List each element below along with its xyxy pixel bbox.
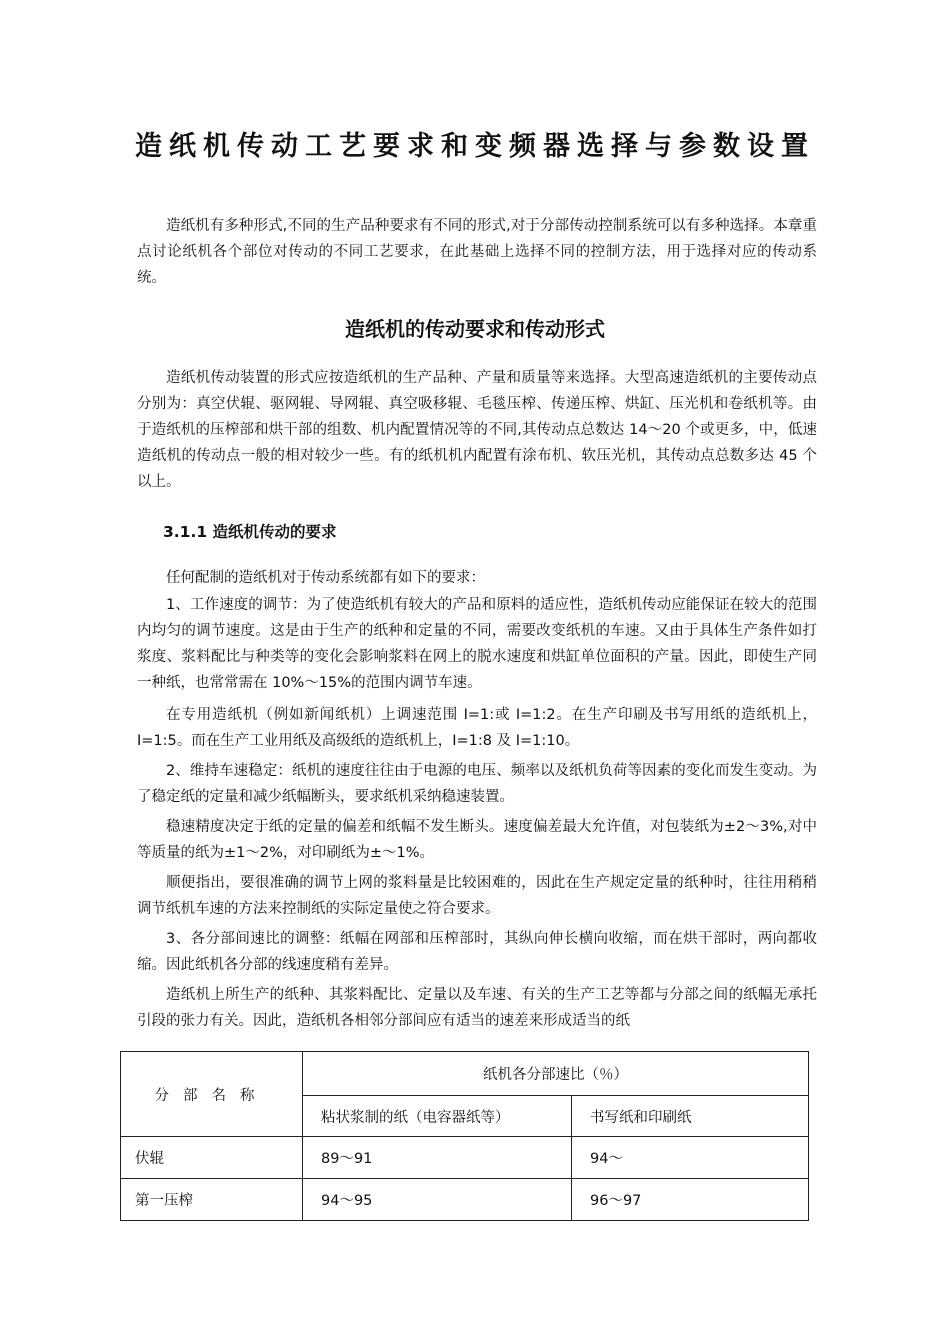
requirements-intro: 任何配制的造纸机对于传动系统都有如下的要求： [166,570,485,586]
requirement-speed-ratio: 3、各分部间速比的调整：纸幅在网部和压榨部时，其纵向伸长横向收缩，而在烘干部时，两向都收缩。因此纸机各分部的线速度稍有差异。 [137,931,817,973]
row-name-cell: 伏辊 [121,1137,303,1179]
section-title: 造纸机的传动要求和传动形式 [345,317,605,341]
row-value-cell: 96～97 [572,1179,809,1221]
table-row [121,1179,809,1221]
stability-precision-paragraph: 稳速精度决定于纸的定量的偏差和纸幅不发生断头。速度偏差最大允许值，对包装纸为±2～3%,对中等质量的纸为±1～2%，对印刷纸为±～1%。 [137,819,817,861]
speed-ratio-group-header: 纸机各分部速比（％） [303,1052,809,1096]
requirement-speed-stability: 2、维持车速稳定：纸机的速度往往由于电源的电压、频率以及纸机负荷等因素的变化而发生变动。为了稳定纸的定量和减少纸幅断头，要求纸机采纳稳速装置。 [137,763,817,805]
row-value-cell: 94～ [572,1137,809,1179]
row-value-cell: 89～91 [303,1137,572,1179]
basis-weight-paragraph: 顺便指出，要很准确的调节上网的浆料量是比较困难的，因此在生产规定定量的纸种时，往往用稍稍调节纸机车速的方法来控制纸的实际定量使之符合要求。 [137,875,817,917]
sub-header-paste-pulp: 粘状浆制的纸（电容器纸等） [303,1096,572,1137]
subsection-title: 3.1.1 造纸机传动的要求 [163,523,337,541]
intro-paragraph: 造纸机有多种形式,不同的生产品种要求有不同的形式,对于分部传动控制系统可以有多种选择。本章重点讨论纸机各个部位对传动的不同工艺要求，在此基础上选择不同的控制方法，用于选择对应的传动系统。 [137,218,817,286]
requirement-speed-adjust: 1、工作速度的调节：为了使造纸机有较大的产品和原料的适应性，造纸机传动应能保证在较大的范围内均匀的调节速度。这是由于生产的纸种和定量的不同，需要改变纸机的车速。又由于具体生产条件如打浆度、浆料配比与种类等的变化会影响浆料在网上的脱水速度和烘缸单位面积的产量。因此，即使生产同一种纸，也常常需在 10%～15%的范围内调节车速。 [137,597,817,691]
row-name-cell: 第一压榨 [121,1179,303,1221]
table-row [121,1137,809,1179]
speed-range-paragraph: 在专用造纸机（例如新闻纸机）上调速范围 I=1:或 I=1:2。在生产印刷及书写用纸的造纸机上，I=1:5。而在生产工业用纸及高级纸的造纸机上，I=1:8 及 I=1:10。 [137,707,817,749]
speed-ratio-table [120,1051,809,1221]
section-paragraph: 造纸机传动装置的形式应按造纸机的生产品种、产量和质量等来选择。大型高速造纸机的主要传动点分别为：真空伏辊、驱网辊、导网辊、真空吸移辊、毛毯压榨、传递压榨、烘缸、压光机和卷纸机等。由于造纸机的压榨部和烘干部的组数、机内配置情况等的不同,其传动点总数达 14～20 个或更多，中，低速造纸机的传动点一般的相对较少一些。有的纸机机内配置有涂布机、软压光机，其传动点总数多达 45 个以上。 [137,370,817,490]
document-title: 造纸机传动工艺要求和变频器选择与参数设置 [135,131,815,162]
row-value-cell: 94～95 [303,1179,572,1221]
sub-header-writing-printing: 书写纸和印刷纸 [572,1096,809,1137]
col-name-header: 分部名称 [121,1052,303,1137]
tension-paragraph: 造纸机上所生产的纸种、其浆料配比、定量以及车速、有关的生产工艺等都与分部之间的纸幅无承托引段的张力有关。因此，造纸机各相邻分部间应有适当的速差来形成适当的纸 [137,987,817,1029]
